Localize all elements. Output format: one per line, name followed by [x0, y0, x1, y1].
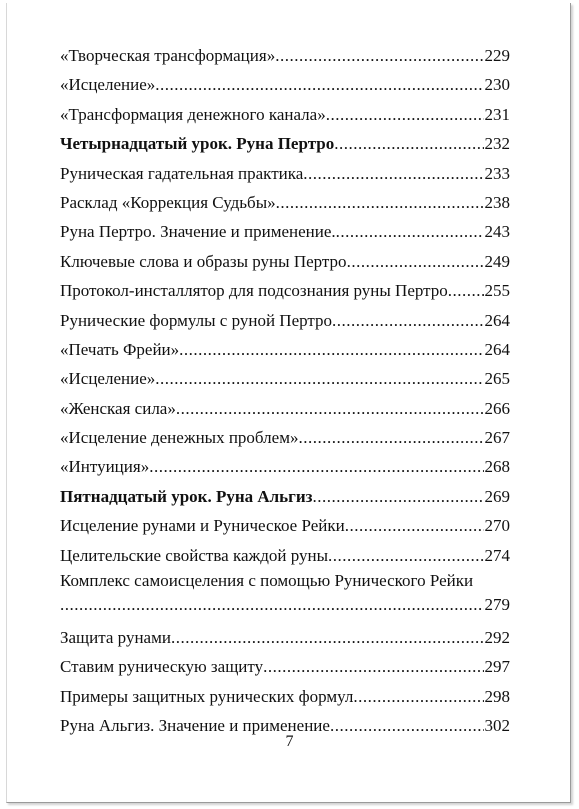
toc-entry[interactable] — [60, 423, 510, 452]
toc-entry[interactable] — [60, 247, 510, 276]
toc-entry-page: 266 — [484, 398, 510, 418]
toc-entry-page: 292 — [484, 628, 510, 648]
toc-entry[interactable] — [60, 70, 510, 99]
toc-entry[interactable] — [60, 364, 510, 393]
toc-entry-title: Ставим руническую защиту — [60, 657, 264, 677]
toc-entry[interactable] — [60, 682, 510, 711]
toc-entry[interactable] — [60, 100, 510, 129]
toc-entry-page: 264 — [484, 339, 510, 359]
toc-entry[interactable] — [60, 335, 510, 364]
dot-leader — [336, 217, 484, 246]
toc-entry-title: Руна Альгиз. Значение и применение — [60, 716, 330, 736]
toc-lesson-heading[interactable] — [60, 482, 510, 511]
dot-leader — [298, 423, 483, 452]
dot-leader — [313, 482, 484, 511]
toc-entry[interactable] — [60, 452, 510, 481]
dot-leader — [263, 652, 483, 681]
toc-entry-page: 231 — [484, 104, 510, 124]
dot-leader — [334, 129, 483, 158]
dot-leader — [448, 276, 484, 305]
toc-entry-title: Защита рунами — [60, 628, 171, 648]
toc-entry[interactable] — [60, 394, 510, 423]
toc-entry-title: «Трансформация денежного канала» — [60, 104, 326, 124]
toc-entry-title: «Исцеление» — [60, 75, 156, 95]
toc-entry-title: Рунические формулы с руной Пертро — [60, 310, 333, 330]
toc-entry-page: 267 — [484, 428, 510, 448]
table-of-contents — [60, 41, 510, 741]
dot-leader — [149, 452, 483, 481]
toc-entry-title: «Творческая трансформация» — [60, 46, 276, 65]
toc-entry-title: Ключевые слова и образы руны Пертро — [60, 251, 347, 271]
toc-entry-page: 268 — [484, 457, 510, 477]
toc-entry[interactable] — [60, 511, 510, 540]
dot-leader — [326, 100, 484, 129]
toc-entry-page: 243 — [484, 222, 510, 242]
dot-leader — [347, 247, 484, 276]
toc-entry-title: «Интуиция» — [60, 457, 150, 477]
dot-leader — [155, 364, 483, 393]
toc-entry-title: Целительские свойства каждой руны — [60, 545, 329, 565]
toc-entry-page: 249 — [484, 251, 510, 271]
toc-entry-page: 302 — [484, 716, 510, 736]
toc-entry-page: 238 — [484, 192, 510, 212]
toc-entry-title: Протокол-инсталлятор для подсознания руны Пертро — [60, 281, 448, 301]
toc-entry-title: «Исцеление денежных проблем» — [60, 428, 299, 448]
toc-entry-page: 232 — [484, 134, 510, 154]
toc-entry-page: 230 — [484, 75, 510, 95]
toc-entry[interactable] — [60, 652, 510, 681]
toc-entry-page: 269 — [484, 486, 510, 506]
dot-leader — [179, 335, 483, 364]
dot-leader — [345, 511, 484, 540]
toc-entry-title: Исцеление рунами и Руническое Рейки — [60, 516, 345, 536]
toc-entry-title: «Печать Фрейи» — [60, 339, 180, 359]
toc-entry[interactable] — [60, 623, 510, 652]
toc-entry-page: 255 — [484, 281, 510, 301]
toc-entry-title: Комплекс самоисцеления с помощью Рунического Рейки — [60, 571, 474, 591]
toc-entry[interactable] — [60, 306, 510, 335]
toc-entry[interactable] — [60, 276, 510, 305]
toc-entry-title: Руническая гадательная практика — [60, 163, 304, 183]
page-number: 7 — [285, 733, 294, 750]
toc-entry-title: Пятнадцатый урок. Руна Альгиз — [60, 486, 313, 506]
toc-entry[interactable] — [60, 188, 510, 217]
dot-leader — [276, 188, 484, 217]
toc-entry-page: 298 — [484, 686, 510, 706]
dot-leader — [171, 623, 484, 652]
dot-leader — [332, 306, 483, 335]
toc-entry-page: 297 — [484, 657, 510, 677]
toc-entry-page: 274 — [484, 545, 510, 565]
toc-entry-title: Расклад «Коррекция Судьбы» — [60, 192, 276, 212]
dot-leader — [328, 541, 483, 570]
toc-entry-title: Четырнадцатый урок. Руна Пертро — [60, 134, 335, 154]
toc-entry[interactable] — [60, 570, 510, 618]
dot-leader — [176, 394, 484, 423]
toc-entry[interactable] — [60, 41, 510, 70]
toc-entry[interactable] — [60, 541, 510, 570]
toc-entry-page: 270 — [484, 516, 510, 536]
toc-entry-page: 264 — [484, 310, 510, 330]
toc-entry-page: 229 — [484, 46, 510, 65]
dot-leader — [60, 592, 484, 618]
toc-lesson-heading[interactable] — [60, 129, 510, 158]
dot-leader — [353, 682, 483, 711]
dot-leader — [275, 41, 483, 70]
toc-entry[interactable] — [60, 217, 510, 246]
toc-entry-page: 233 — [484, 163, 510, 183]
toc-entry-title: Руна Пертро. Значение и применение. — [60, 222, 336, 242]
dot-leader — [155, 70, 483, 99]
toc-entry-title: «Женская сила» — [60, 398, 176, 418]
toc-entry-title: Примеры защитных рунических формул — [60, 686, 354, 706]
toc-entry-page: 279 — [484, 595, 510, 615]
toc-entry-title: «Исцеление» — [60, 369, 156, 389]
dot-leader — [303, 159, 483, 188]
toc-entry-page: 265 — [484, 369, 510, 389]
toc-entry-continuation — [60, 592, 510, 618]
toc-entry[interactable] — [60, 159, 510, 188]
